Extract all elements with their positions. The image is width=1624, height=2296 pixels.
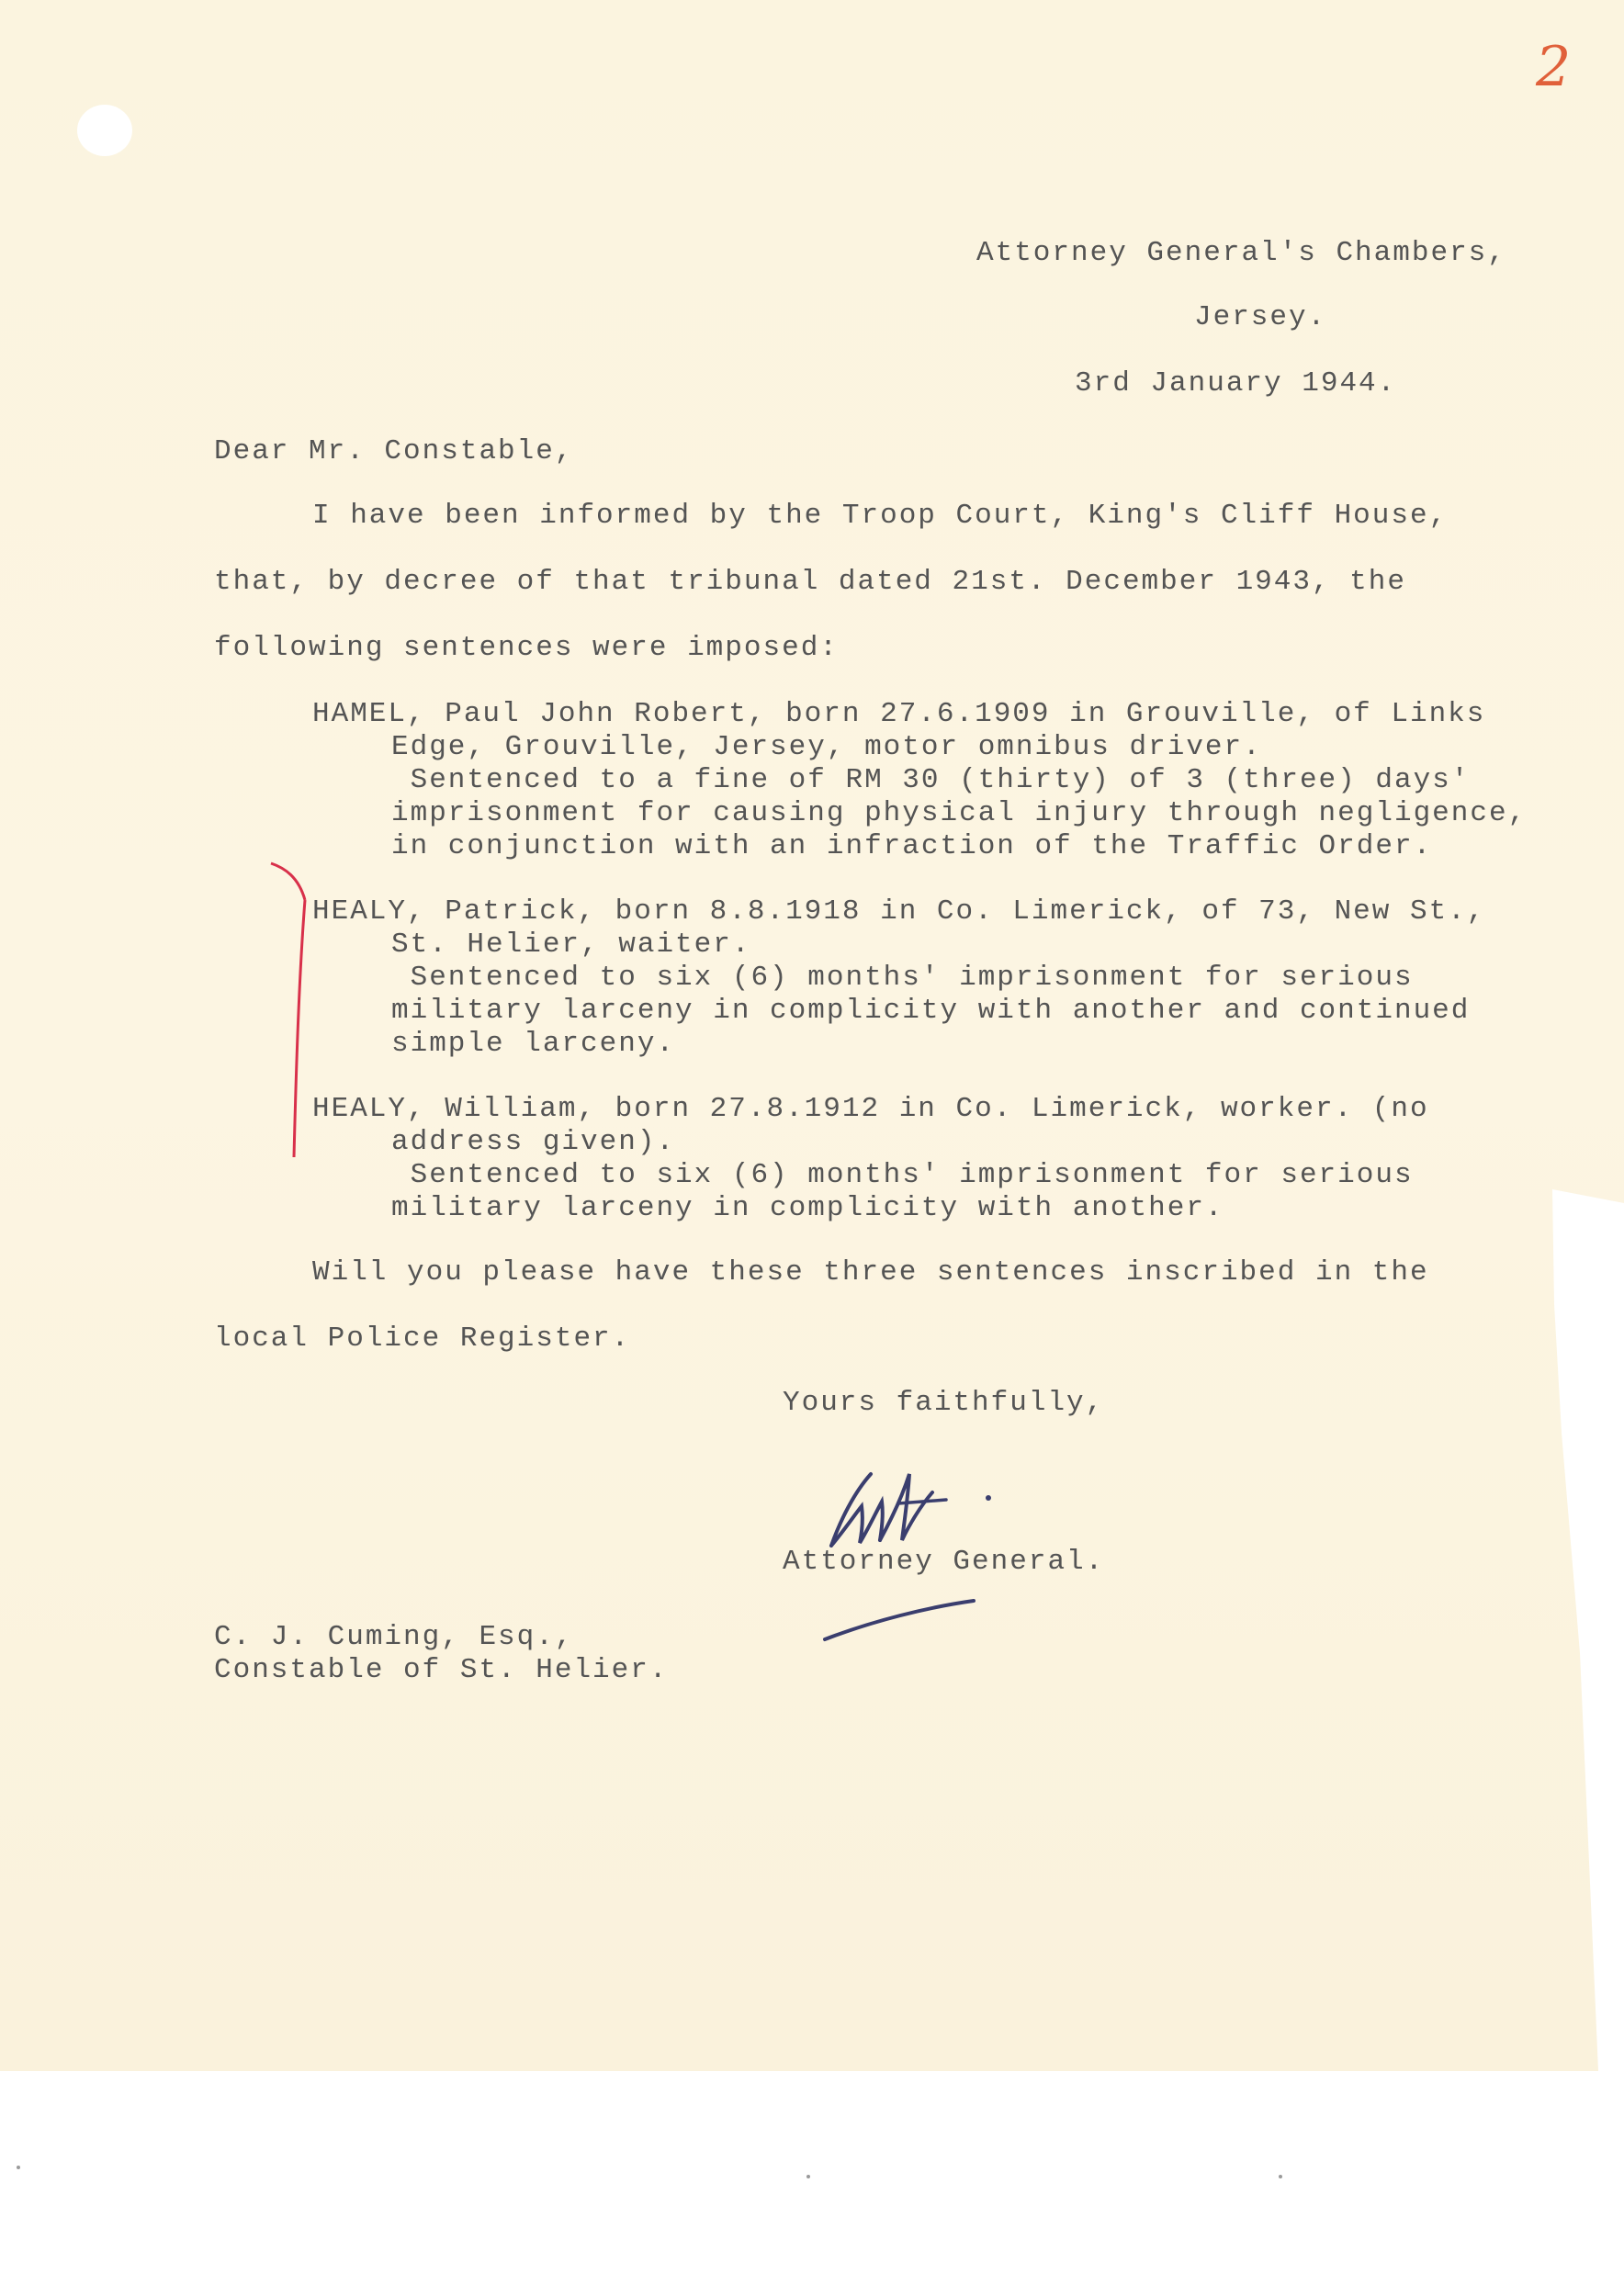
entry-line: imprisonment for causing physical injury through negligence, (391, 797, 1528, 829)
addressee-line1: C. J. Cuming, Esq., (214, 1621, 574, 1653)
intro-line1: I have been informed by the Troop Court, King's Cliff House, (312, 500, 1449, 532)
entry-line: St. Helier, waiter. (391, 929, 751, 961)
entry-line: Sentenced to six (6) months' imprisonment for serious (391, 1159, 1414, 1191)
entry-line: simple larceny. (391, 1028, 676, 1060)
salutation: Dear Mr. Constable, (214, 435, 574, 467)
entry-line: in conjunction with an infraction of the Traffic Order. (391, 830, 1433, 862)
entry-line: Edge, Grouville, Jersey, motor omnibus driver. (391, 731, 1262, 763)
entry-head: HEALY, Patrick, born 8.8.1918 in Co. Limerick, of 73, New St., (312, 895, 1486, 928)
page-number: 2 (1536, 35, 1572, 99)
red-margin-mark (257, 854, 331, 1166)
intro-line2: that, by decree of that tribunal dated 21st. December 1943, the (214, 566, 1406, 598)
speck (17, 2166, 20, 2169)
speck (1279, 2175, 1282, 2178)
entry-line: military larceny in complicity with another and continued (391, 995, 1471, 1027)
letterhead-line1: Attorney General's Chambers, (976, 237, 1506, 269)
entry-line: military larceny in complicity with another. (391, 1192, 1224, 1224)
letterhead-line2: Jersey. (1194, 301, 1327, 333)
punch-hole (77, 105, 132, 156)
addressee-line2: Constable of St. Helier. (214, 1654, 669, 1686)
entry-head: HAMEL, Paul John Robert, born 27.6.1909 in Grouville, of Links (312, 698, 1486, 730)
speck (806, 2175, 810, 2178)
request-line2: local Police Register. (214, 1322, 631, 1355)
intro-line3: following sentences were imposed: (214, 632, 839, 664)
entry-line: Sentenced to six (6) months' imprisonment for serious (391, 962, 1414, 994)
closing: Yours faithfully, (783, 1387, 1105, 1419)
entry-line: Sentenced to a fine of RM 30 (thirty) of 3 (three) days' (391, 764, 1471, 796)
entry-line: address given). (391, 1126, 676, 1158)
signatory: Attorney General. (783, 1546, 1105, 1578)
letter-date: 3rd January 1944. (1075, 367, 1397, 400)
entry-head: HEALY, William, born 27.8.1912 in Co. Limerick, worker. (no (312, 1093, 1429, 1125)
request-line1: Will you please have these three sentences inscribed in the (312, 1256, 1429, 1289)
